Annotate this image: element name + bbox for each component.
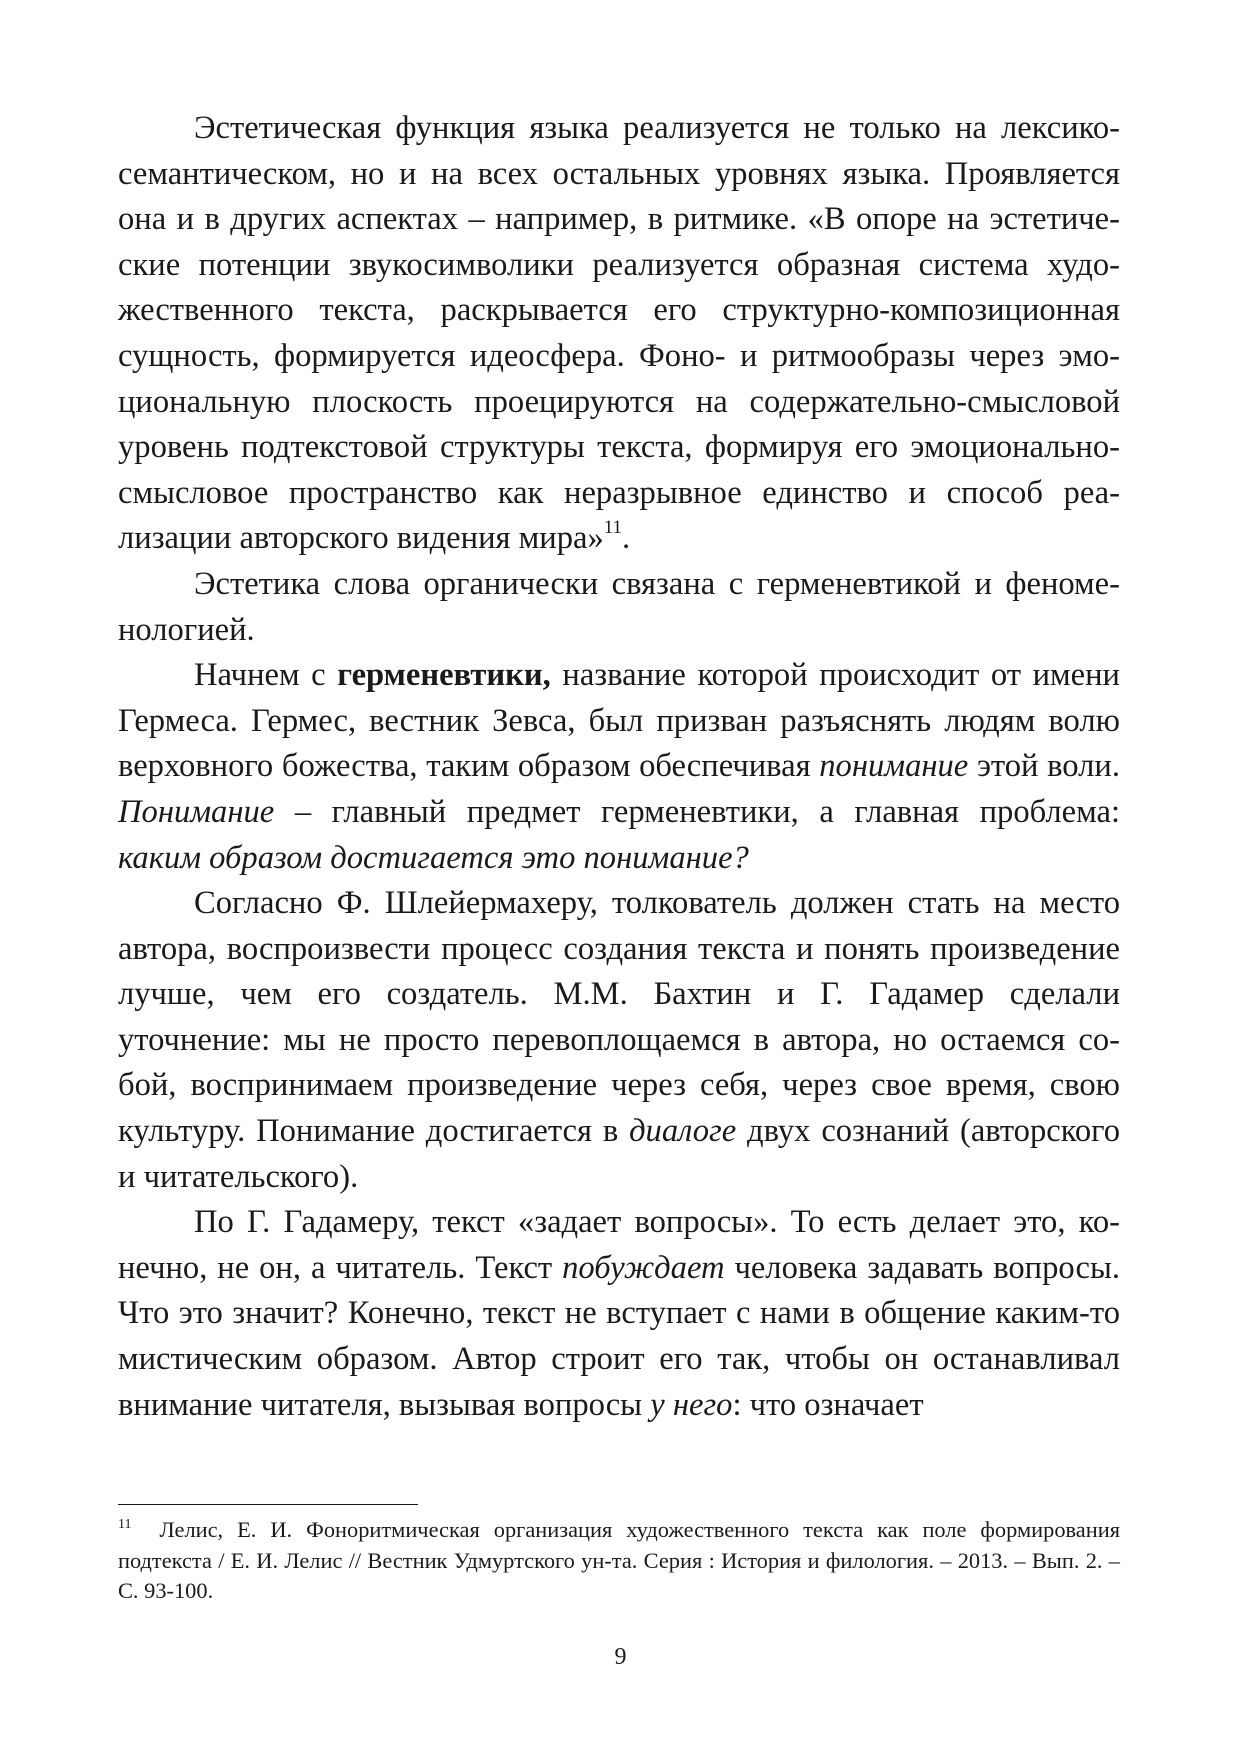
page-number: 9 bbox=[614, 1644, 627, 1670]
footnote-11 bbox=[118, 1515, 1120, 1607]
italic-emphasis: у него bbox=[650, 1386, 733, 1423]
text-run: По Г. Гадамеру, текст «задает вопросы». То есть делает это, конечно, не он, а читатель. Текст bbox=[118, 1204, 1120, 1286]
footnote-text: Лелис, Е. И. Фоноритмическая организация художественного текста как поле формирования подтекста / Е. И. Лелис // Вестник Удмуртского ун-та. Серия : История и филология. – 2013. – Вып. 2. – С. 93-100. bbox=[118, 1517, 1120, 1603]
paragraph-gadamer bbox=[118, 1200, 1120, 1428]
text-run: . bbox=[622, 520, 631, 557]
text-run: Согласно Ф. Шлейермахеру, толкователь должен стать на место автора, воспроизвести процесс создания текста и понять произведение лучше, чем его создатель. М.М. Бахтин и Г. Гадамер сделали уточнение: мы не просто перевоплощаемся в автора, но остаемся собой, воспринимаем произведение через себя, через свое время, свою культуру. Понимание достигается в bbox=[118, 885, 1120, 1150]
text-run: этой воли. bbox=[968, 748, 1120, 785]
paragraph-aesthetics-of-word bbox=[118, 562, 1120, 653]
text-run: Эстетика слова органически связана с герменевтикой и феноменологией. bbox=[118, 565, 1120, 648]
italic-emphasis: каким образом достигается это понимание? bbox=[118, 839, 749, 876]
footnote-separator bbox=[118, 1504, 418, 1505]
footnote-reference[interactable]: 11 bbox=[603, 517, 623, 539]
italic-emphasis: Понимание bbox=[118, 793, 275, 830]
main-text bbox=[118, 106, 1120, 1428]
paragraph-hermeneutics bbox=[118, 653, 1120, 881]
text-run: название которой происходит от имени Гермеса. Гермес, вестник Зевса, был призван разъяснять людям волю верховного божества, таким образом обеспечивая bbox=[118, 657, 1120, 785]
text-run: человека задавать вопросы. Что это значит? Конечно, текст не вступает с нами в общение каким-то мистическим образом. Автор строит его так, чтобы он останавливал внимание читателя, вызывая вопросы bbox=[118, 1249, 1120, 1423]
italic-emphasis: побуждает bbox=[562, 1249, 725, 1286]
paragraph-aesthetic-function bbox=[118, 106, 1120, 562]
text-run: Начнем с bbox=[194, 657, 338, 694]
paragraph-schleiermacher bbox=[118, 881, 1120, 1200]
italic-emphasis: понимание bbox=[819, 748, 969, 785]
text-run: двух сознаний (авторского и читательского). bbox=[118, 1113, 1121, 1195]
bold-term: герменевтики, bbox=[337, 657, 551, 694]
text-run: Эстетическая функция языка реализуется не только на лексико-семантическом, но и на всех остальных уровнях языка. Проявляется она и в других аспектах – например, в ритмике. «В опоре на эстетические потенции звукосимволики реализуется образная система художественного текста, раскрывается его структурно-композиционная сущность, формируется идеосфера. Фоно- и ритмообразы через эмоциональную плоскость проецируются на содержательно-смысловой уровень подтекстовой структуры текста, формируя его эмоционально-смысловое пространство как неразрывное единство и способ реализации авторского видения мира» bbox=[118, 110, 1120, 557]
text-run: : что означает bbox=[732, 1386, 924, 1423]
italic-emphasis: диалоге bbox=[629, 1113, 737, 1150]
footnote-area bbox=[118, 1504, 1120, 1607]
text-run: – главный предмет герменевтики, а главная проблема: bbox=[274, 793, 1120, 830]
footnote-number: 11 bbox=[118, 1517, 132, 1532]
